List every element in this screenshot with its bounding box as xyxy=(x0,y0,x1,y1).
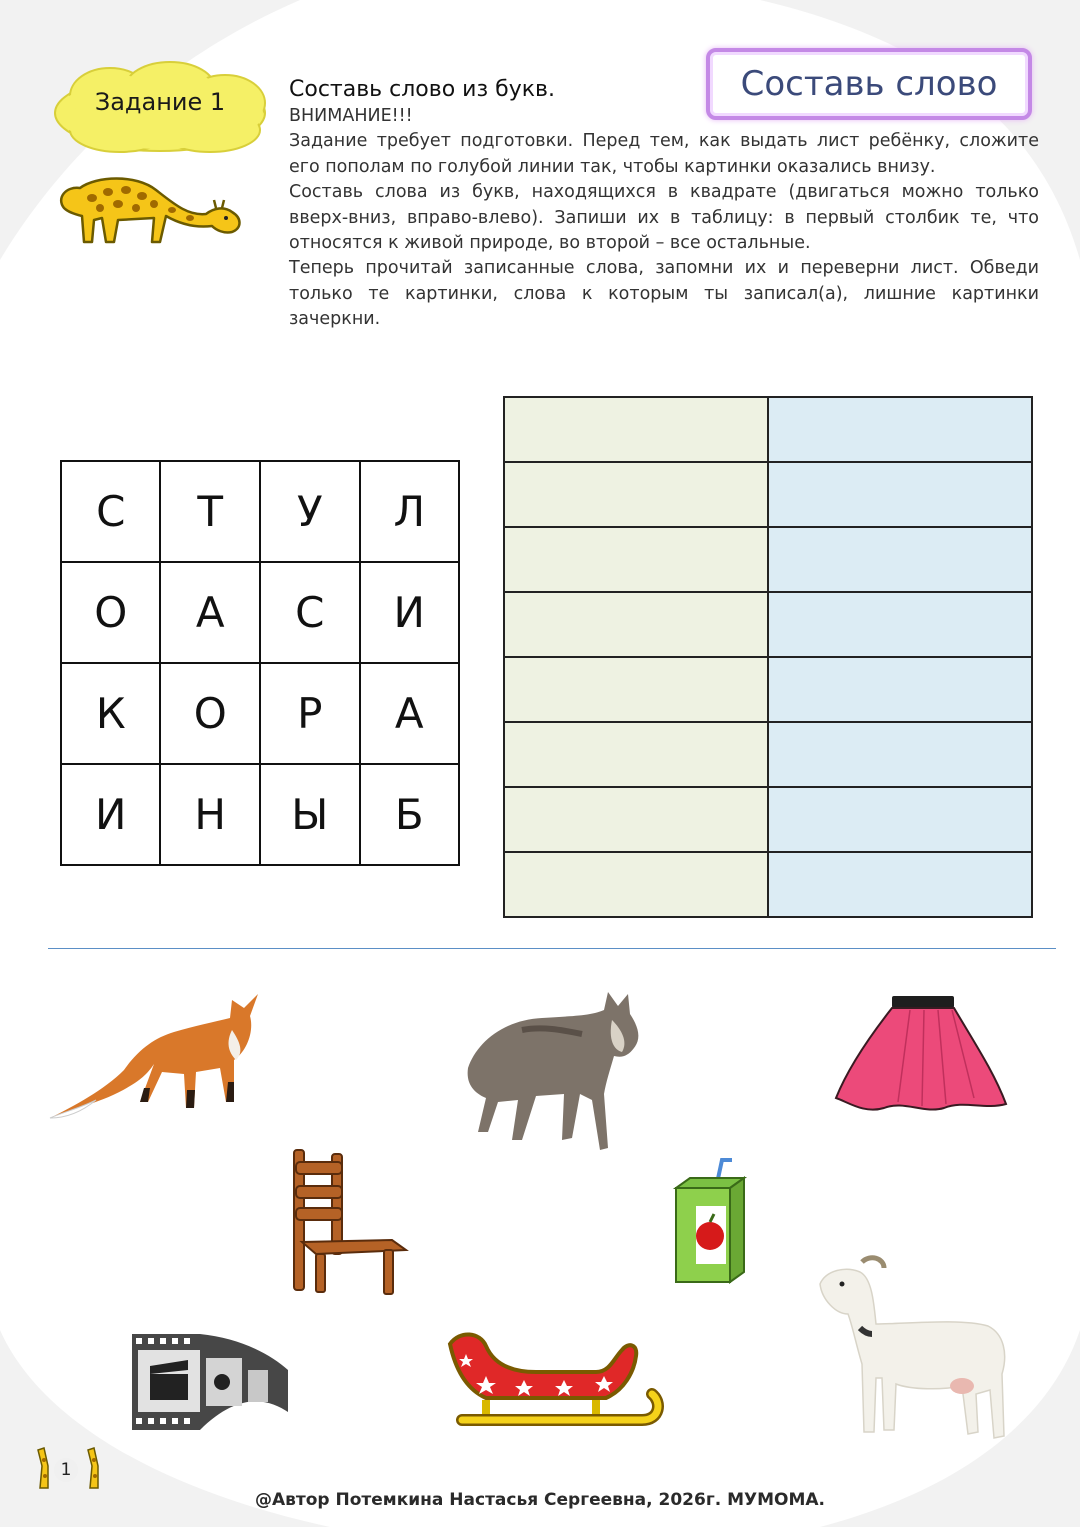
answer-table-row xyxy=(504,527,1032,592)
other-cell[interactable] xyxy=(768,657,1032,722)
letter-cell: С xyxy=(260,562,360,663)
living-nature-cell[interactable] xyxy=(504,462,768,527)
fold-line xyxy=(48,948,1056,949)
footer-author: @Автор Потемкина Настасья Сергеевна, 2026г. МУМОМА. xyxy=(254,1490,826,1510)
other-cell[interactable] xyxy=(768,397,1032,462)
answer-table-row xyxy=(504,787,1032,852)
letter-grid-row xyxy=(61,663,459,764)
other-cell[interactable] xyxy=(768,527,1032,592)
living-nature-cell[interactable] xyxy=(504,722,768,787)
instructions xyxy=(289,76,1039,333)
instructions-title: Составь слово из букв. xyxy=(289,77,555,102)
letter-cell: У xyxy=(260,461,360,562)
letter-cell: Р xyxy=(260,663,360,764)
fox-picture xyxy=(44,990,264,1135)
skirt-picture xyxy=(834,992,1008,1112)
letter-cell: О xyxy=(160,663,259,764)
letter-cell: Л xyxy=(360,461,459,562)
answer-table-row xyxy=(504,397,1032,462)
wolf-picture xyxy=(462,990,647,1165)
living-nature-cell[interactable] xyxy=(504,592,768,657)
letter-cell: К xyxy=(61,663,160,764)
page-number: 1 xyxy=(54,1458,78,1482)
living-nature-cell[interactable] xyxy=(504,397,768,462)
other-cell[interactable] xyxy=(768,852,1032,917)
letter-grid-row xyxy=(61,562,459,663)
letter-grid-row xyxy=(61,764,459,865)
letter-grid xyxy=(60,460,460,866)
letter-cell: Н xyxy=(160,764,259,865)
goat-picture xyxy=(812,1254,1012,1446)
instructions-paragraph-1: Задание требует подготовки. Перед тем, как выдать лист ребёнку, сложите его пополам по голубой линии так, чтобы картинки оказались внизу. xyxy=(289,131,1039,177)
task-number-label: Задание 1 xyxy=(94,88,226,116)
letter-cell: О xyxy=(61,562,160,663)
answer-table-row xyxy=(504,592,1032,657)
sled-picture xyxy=(446,1328,666,1440)
juice-box-picture xyxy=(670,1158,754,1286)
letter-cell: И xyxy=(360,562,459,663)
answer-table-row xyxy=(504,852,1032,917)
instructions-paragraph-3: Теперь прочитай записанные слова, запомни их и переверни лист. Обведи только те картинки, слова к которым ты записал(а), лишние картинки зачеркни. xyxy=(289,258,1039,330)
letter-cell: Б xyxy=(360,764,459,865)
living-nature-cell[interactable] xyxy=(504,787,768,852)
answer-table xyxy=(503,396,1033,918)
letter-grid-row xyxy=(61,461,459,562)
answer-table-row xyxy=(504,722,1032,787)
instructions-attention: ВНИМАНИЕ!!! xyxy=(289,106,413,126)
living-nature-cell[interactable] xyxy=(504,527,768,592)
living-nature-cell[interactable] xyxy=(504,852,768,917)
letter-cell: Т xyxy=(160,461,259,562)
other-cell[interactable] xyxy=(768,787,1032,852)
answer-table-row xyxy=(504,462,1032,527)
other-cell[interactable] xyxy=(768,462,1032,527)
letter-cell: А xyxy=(360,663,459,764)
living-nature-cell[interactable] xyxy=(504,657,768,722)
instructions-paragraph-2: Составь слова из букв, находящихся в квадрате (двигаться можно только вверх-вниз, вправо-влево). Запиши их в таблицу: в первый столбик те, что относятся к живой природе, во второй – все остальные. xyxy=(289,182,1039,254)
other-cell[interactable] xyxy=(768,722,1032,787)
other-cell[interactable] xyxy=(768,592,1032,657)
film-strip-picture xyxy=(130,1330,290,1434)
giraffe-icon xyxy=(56,168,246,246)
answer-table-row xyxy=(504,657,1032,722)
header-badge-text: Составь слово xyxy=(740,64,998,104)
letter-cell: И xyxy=(61,764,160,865)
letter-cell: Ы xyxy=(260,764,360,865)
chair-picture xyxy=(288,1146,410,1296)
letter-cell: С xyxy=(61,461,160,562)
letter-cell: А xyxy=(160,562,259,663)
